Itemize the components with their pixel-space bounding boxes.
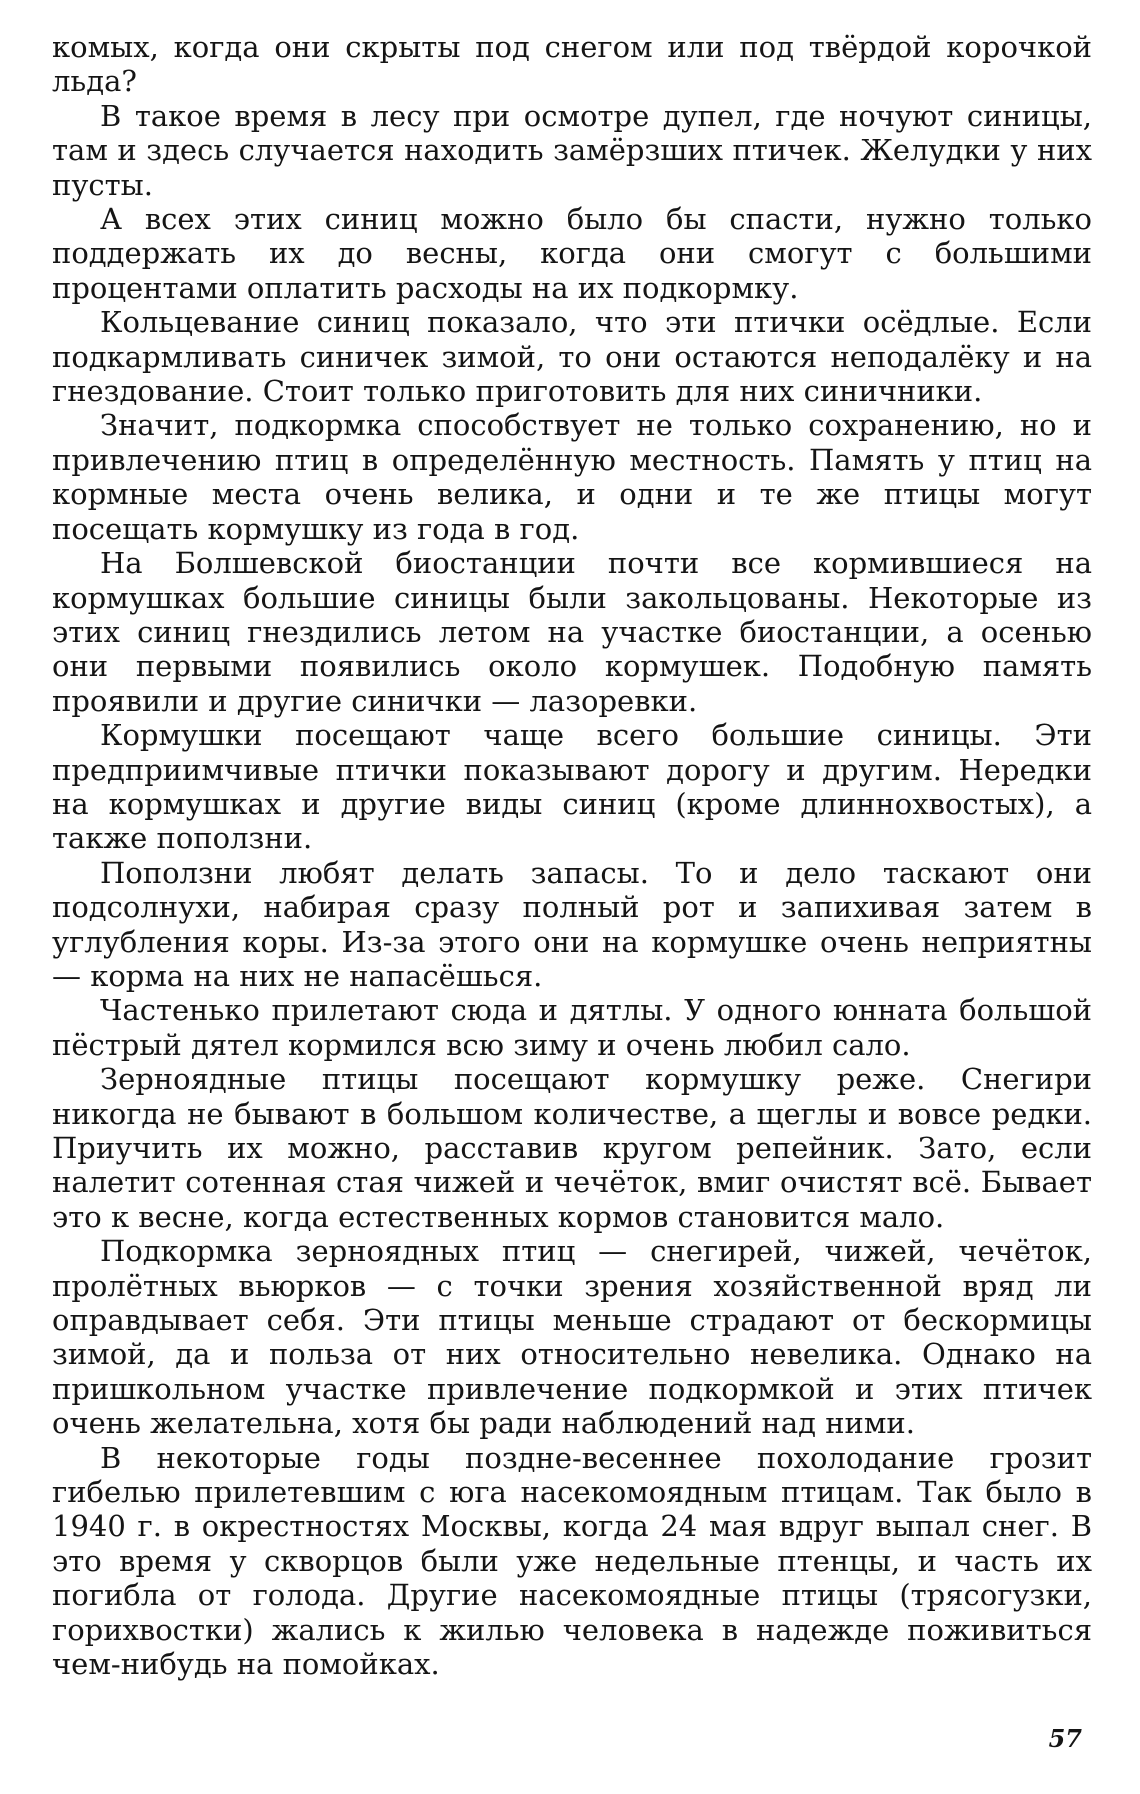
page-number: 57	[1048, 1724, 1082, 1753]
paragraph-8: Поползни любят делать запасы. То и дело таскают они подсолнухи, набирая сразу полный рот и запихивая затем в углубления коры. Из-за этого они на кормушке очень неприятны — корма на них не напасёшься.	[52, 855, 1092, 993]
paragraph-9: Частенько прилетают сюда и дятлы. У одного юнната большой пёстрый дятел кормился всю зиму и очень любил сало.	[52, 993, 1092, 1062]
paragraph-2: В такое время в лесу при осмотре дупел, где ночуют синицы, там и здесь случается находить замёрзших птичек. Желудки у них пусты.	[52, 98, 1092, 202]
paragraph-6: На Болшевской биостанции почти все кормившиеся на кормушках большие синицы были закольцованы. Некоторые из этих синиц гнездились летом на участке биостанции, а осенью они первыми появились около кормушек. Подобную память проявили и другие синички — лазоревки.	[52, 546, 1092, 718]
paragraph-11: Подкормка зерноядных птиц — снегирей, чижей, чечёток, пролётных вьюрков — с точки зрения хозяйственной вряд ли оправдывает себя. Эти птицы меньше страдают от бескормицы зимой, да и польза от них относительно невелика. Однако на пришкольном участке привлечение подкормкой и этих птичек очень желательна, хотя бы ради наблюдений над ними.	[52, 1234, 1092, 1441]
page-body	[52, 30, 1092, 1682]
paragraph-3: А всех этих синиц можно было бы спасти, нужно только поддержать их до весны, когда они смогут с большими процентами оплатить расходы на их подкормку.	[52, 202, 1092, 305]
paragraph-10: Зерноядные птицы посещают кормушку реже. Снегири никогда не бывают в большом количестве, а щеглы и вовсе редки. Приучить их можно, расставив кругом репейник. Зато, если налетит сотенная стая чижей и чечёток, вмиг очистят всё. Бывает это к весне, когда естественных кормов становится мало.	[52, 1062, 1092, 1234]
paragraph-12: В некоторые годы поздне-весеннее похолодание грозит гибелью прилетевшим с юга насекомоядным птицам. Так было в 1940 г. в окрестностях Москвы, когда 24 мая вдруг выпал снег. В это время у скворцов были уже недельные птенцы, и часть их погибла от голода. Другие насекомоядные птицы (трясогузки, горихвостки) жались к жилью человека в надежде поживиться чем-нибудь на помойках.	[52, 1440, 1092, 1682]
paragraph-5: Значит, подкормка способствует не только сохранению, но и привлечению птиц в определённую местность. Память у птиц на кормные места очень велика, и одни и те же птицы могут посещать кормушку из года в год.	[52, 408, 1092, 546]
paragraph-7: Кормушки посещают чаще всего большие синицы. Эти предприимчивые птички показывают дорогу и другим. Нередки на кормушках и другие виды синиц (кроме длиннохвостых), а также поползни.	[52, 718, 1092, 856]
paragraph-1: комых, когда они скрыты под снегом или под твёрдой корочкой льда?	[52, 30, 1092, 99]
paragraph-4: Кольцевание синиц показало, что эти птички осёдлые. Если подкармливать синичек зимой, то они остаются неподалёку и на гнездование. Стоит только приготовить для них синичники.	[52, 305, 1092, 409]
